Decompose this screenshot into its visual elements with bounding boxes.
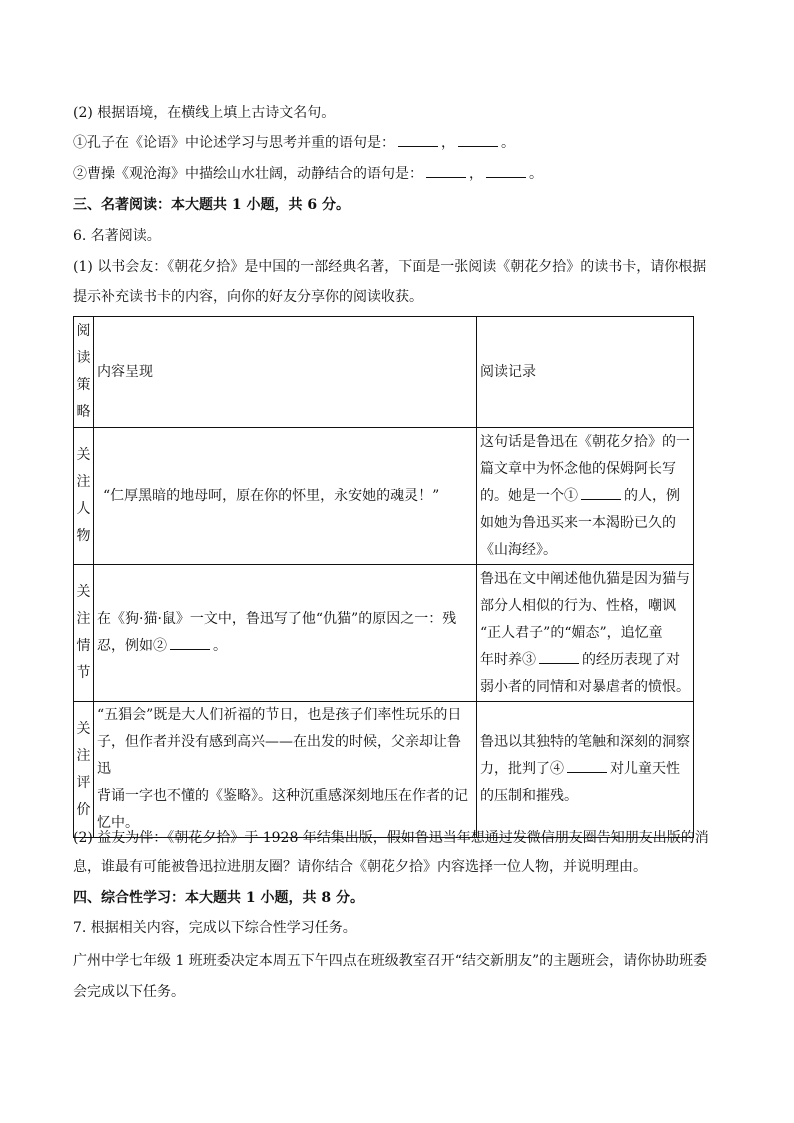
table-row <box>74 702 694 838</box>
answer-blank[interactable] <box>170 636 210 650</box>
answer-blank[interactable] <box>426 164 466 178</box>
q6-part2-line2: 息，谁最有可能被鲁迅拉进朋友圈？请你结合《朝花夕拾》内容选择一位人物，并说明理由。 <box>73 859 647 875</box>
table-row <box>74 428 694 565</box>
q6-title: 6. 名著阅读。 <box>73 228 161 244</box>
row1-record: 这句话是鲁迅在《朝花夕拾》的一 篇文章中为怀念他的保姆阿长写 的。她是一个① 的人，例 如她为鲁迅买来一本渴盼已久的 《山海经》。 <box>477 428 694 565</box>
answer-blank[interactable] <box>581 486 621 500</box>
table-row <box>74 565 694 702</box>
row1-strategy: 关 注 人 物 <box>74 428 94 565</box>
period: 。 <box>501 135 515 151</box>
row1-content: “仁厚黑暗的地母呵，原在你的怀里，永安她的魂灵！” <box>94 428 477 565</box>
header-record: 阅读记录 <box>477 317 694 428</box>
q6-part2-line1: (2) 益友为伴：《朝花夕拾》于 1928 年结集出版，假如鲁迅当年想通过发微信朋友圈告知朋友出版的消 <box>73 830 709 846</box>
row3-strategy: 关 注 评 价 <box>74 702 94 838</box>
row2-strategy: 关 注 情 节 <box>74 565 94 702</box>
q6-part1-line2: 提示补充读书卡的内容，向你的好友分享你的阅读收获。 <box>73 289 423 305</box>
q7-line1: 广州中学七年级 1 班班委决定本周五下午四点在班级教室召开“结交新朋友”的主题班会，请你协助班委 <box>73 953 708 969</box>
section4-heading: 四、综合性学习：本大题共 1 小题，共 8 分。 <box>73 890 364 906</box>
q5-item1 <box>73 133 515 153</box>
q5-intro: (2) 根据语境，在横线上填上古诗文名句。 <box>73 105 336 121</box>
header-strategy: 阅 读 策 略 <box>74 317 94 428</box>
row3-record: 鲁迅以其独特的笔触和深刻的洞察 力，批判了④ 对儿童天性 的压制和摧残。 <box>477 702 694 838</box>
q5-item2-text: ②曹操《观沧海》中描绘山水壮阔，动静结合的语句是： <box>73 166 423 182</box>
answer-blank[interactable] <box>486 164 526 178</box>
comma: ， <box>469 166 483 182</box>
q5-item2 <box>73 164 543 184</box>
answer-blank[interactable] <box>539 650 579 664</box>
q7-line2: 会完成以下任务。 <box>73 984 185 1000</box>
q5-item1-text: ①孔子在《论语》中论述学习与思考并重的语句是： <box>73 135 395 151</box>
answer-blank[interactable] <box>398 133 438 147</box>
row3-content: “五猖会”既是大人们祈福的节日，也是孩子们率性玩乐的日 子，但作者并没有感到高兴——在出发的时候，父亲却让鲁迅 背诵一字也不懂的《鉴略》。这种沉重感深刻地压在作者的记 忆中。 <box>94 702 477 838</box>
row2-content: 在《狗·猫·鼠》一文中，鲁迅写了他“仇猫”的原因之一：残 忍，例如② 。 <box>94 565 477 702</box>
period: 。 <box>529 166 543 182</box>
q6-part1-line1: (1) 以书会友：《朝花夕拾》是中国的一部经典名著，下面是一张阅读《朝花夕拾》的读书卡，请你根据 <box>73 259 707 275</box>
comma: ， <box>441 135 455 151</box>
reading-card-table <box>73 316 694 838</box>
table-header-row <box>74 317 694 428</box>
header-content: 内容呈现 <box>94 317 477 428</box>
row2-record: 鲁迅在文中阐述他仇猫是因为猫与 部分人相似的行为、性格，嘲讽 “正人君子”的“媚态”，追忆童 年时养③ 的经历表现了对 弱小者的同情和对暴虐者的愤恨。 <box>477 565 694 702</box>
q7-title: 7. 根据相关内容，完成以下综合性学习任务。 <box>73 920 357 936</box>
answer-blank[interactable] <box>458 133 498 147</box>
answer-blank[interactable] <box>567 759 607 773</box>
section3-heading: 三、名著阅读：本大题共 1 小题，共 6 分。 <box>73 197 350 213</box>
